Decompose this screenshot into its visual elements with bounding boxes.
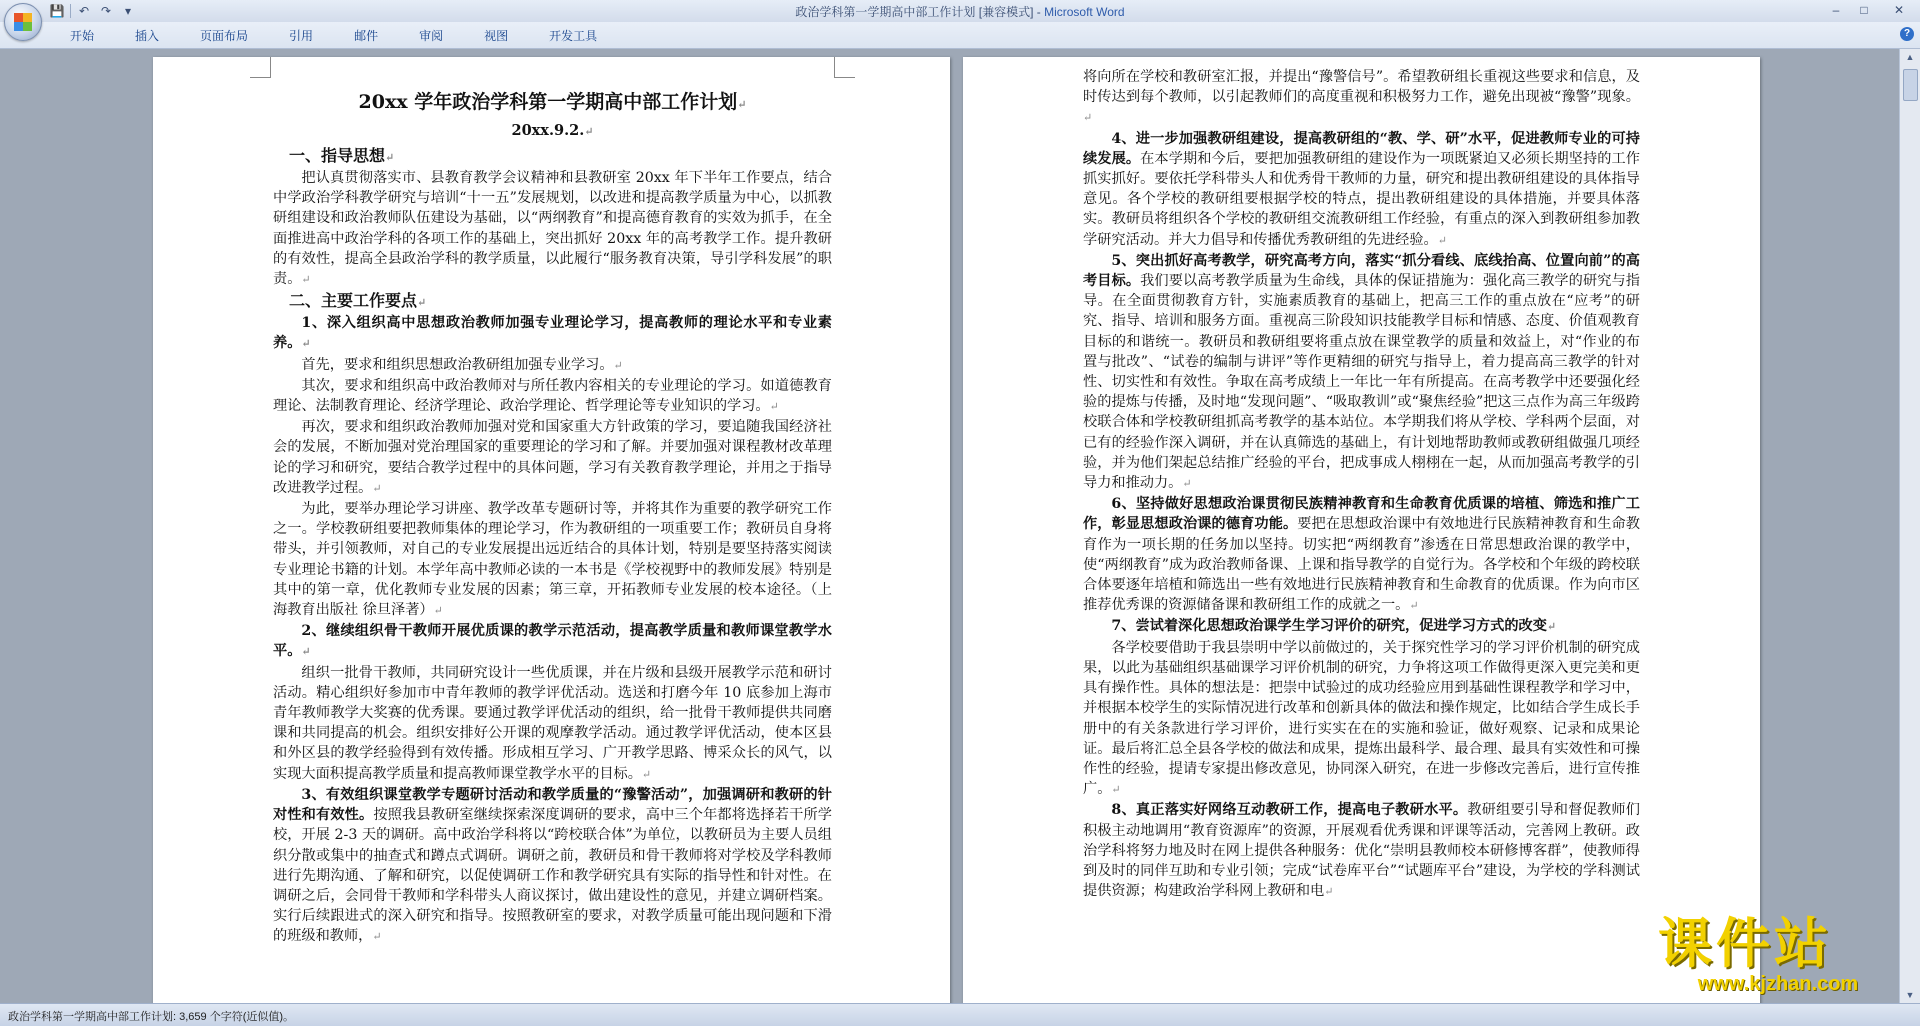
tab-developer[interactable]: 开发工具 xyxy=(549,29,598,43)
paragraph xyxy=(1083,67,1640,129)
paragraph-mark-icon: ↵ xyxy=(1111,783,1121,797)
tab-page-layout[interactable]: 页面布局 xyxy=(200,29,249,43)
close-button[interactable]: ✕ xyxy=(1893,3,1905,17)
paragraph-text: 在本学期和今后，要把加强教研组的建设作为一项既紧迫又必须长期坚持的工作抓实抓好。要依托学科带头人和优秀骨干教师的力量，研究和提出教研组建设的具体指导意见。各个学校的教研组要根据学校的特点，提出教研组建设的具体措施，并要具体落实。教研员将组织各个学校的教研组交流教研组工作经验，有重点的深入到教研组参加教学研究活动。并大力倡导和传播优秀教研组的先进经验。 xyxy=(1083,150,1640,248)
paragraph-mark-icon: ↵ xyxy=(301,645,311,659)
paragraph-text: 7、尝试着深化思想政治课学生学习评价的研究，促进学习方式的改变 xyxy=(1111,618,1547,635)
paragraph xyxy=(273,376,832,417)
paragraph xyxy=(273,290,832,313)
crop-mark xyxy=(834,57,855,78)
tab-insert[interactable]: 插入 xyxy=(135,29,160,43)
paragraph xyxy=(1083,251,1640,494)
paragraph-mark-icon: ↵ xyxy=(641,767,652,781)
paragraph-mark-icon: ↵ xyxy=(769,400,779,414)
title-bar xyxy=(0,0,1920,23)
paragraph-mark-icon: ↵ xyxy=(372,481,382,495)
paragraph-mark-icon: ↵ xyxy=(1437,233,1447,247)
paragraph-text: 首先，要求和组织思想政治教研组加强专业学习。 xyxy=(301,356,614,373)
redo-icon[interactable]: ↷ xyxy=(100,4,112,18)
page-body xyxy=(1083,67,1640,902)
vertical-scrollbar[interactable] xyxy=(1899,49,1920,1003)
document-date-text: 20xx.9.2. xyxy=(511,122,585,139)
paragraph xyxy=(1083,616,1640,637)
paragraph xyxy=(1083,494,1640,616)
paragraph-text: 各学校要借助于我县崇明中学以前做过的，关于探究性学习的学习评价机制的研究成果，以此为基础组织基础课学习评价机制的研究，力争将这项工作做得更深入更完美和更具有操作性。具体的想法是：把崇中试验过的成功经验应用到基础性课程教学和学习中，并根据本校学生的实际情况进行改革和创新具体的做法和操作规定，比如结合学生成长手册中的有关条款进行学习评价，进行实实在在的实施和验证，做好观察、记录和成果论证。最后将汇总全县各学校的做法和成果，提炼出最科学、最合理、最具有实效性和可操作性的经验，提请专家提出修改意见，协同深入研究，在进一步修改完善后，进行宣传推广。 xyxy=(1083,639,1640,798)
paragraph xyxy=(273,621,832,662)
paragraph-text: 一、指导思想 xyxy=(289,146,386,165)
scroll-down-icon[interactable]: ▼ xyxy=(1905,990,1915,1000)
window-controls xyxy=(1822,0,1920,20)
paragraph xyxy=(273,785,832,948)
tab-references[interactable]: 引用 xyxy=(289,29,314,43)
document-heading: 20xx 学年政治学科第一学期高中部工作计划↵ xyxy=(358,91,747,113)
tab-home[interactable]: 开始 xyxy=(70,29,95,43)
paragraph xyxy=(1083,129,1640,251)
paragraph xyxy=(273,417,832,499)
paragraph xyxy=(1083,638,1640,801)
paragraph-mark-icon: ↵ xyxy=(372,930,382,944)
paragraph xyxy=(273,663,832,785)
paragraph-heading: 6、坚持做好思想政治课贯彻民族精神教育和生命教育优质课的培植、筛选和推广工作，彰显思想政治课的德育功能。 xyxy=(1083,496,1640,533)
crop-mark xyxy=(250,57,271,78)
scroll-up-icon[interactable]: ▲ xyxy=(1905,52,1915,62)
document-page-left[interactable] xyxy=(153,57,950,1003)
paragraph xyxy=(273,145,832,168)
paragraph-mark-icon: ↵ xyxy=(1409,599,1419,613)
paragraph-mark-icon: ↵ xyxy=(1182,477,1192,491)
paragraph xyxy=(273,499,832,621)
watermark-url: www.kjzhan.com xyxy=(1697,973,1859,995)
document-date: 20xx.9.2.↵ xyxy=(511,122,594,139)
paragraph-text: 我们要以高考教学质量为生命线，具体的保证措施为：强化高三教学的研究与指导。在全面贯彻教育方针，实施素质教育的基础上，把高三工作的重点放在“应考”的研究、指导、培训和服务方面。重视高三阶段知识技能教学目标和情感、态度、价值观教育目标的和谐统一。教研员和教研组要将重点放在课堂教学的质量和效益上，对“作业的布置与批改”、“试卷的编制与讲评”等作更精细的研究与指导上，着力提高高三教学的针对性、切实性和有效性。争取在高考成绩上一年比一年有所提高。在高考教学中还要强化经验的提炼与传播，及时地“发现问题”、“吸取教训”或“聚焦经验”把这三点作为高三年级跨校联合体和学校教研组抓高考教学的基本站位。本学期我们将从学校、学科两个层面，对已有的经验作深入调研，并在认真筛选的基础上，有计划地帮助教师或教研组做强几项经验，并为他们架起总结推广经验的平台，把成事成人栩栩在一起，从而加强高考教学的引导力和推动力。 xyxy=(1083,273,1640,492)
paragraph-mark-icon: ↵ xyxy=(1324,885,1334,899)
paragraph-mark-icon: ↵ xyxy=(1546,620,1557,634)
document-title-text: 政治学科第一学期高中部工作计划 [兼容模式] - xyxy=(795,5,1045,19)
paragraph-mark-icon: ↵ xyxy=(1083,111,1093,125)
ribbon xyxy=(0,22,1920,49)
paragraph-text: 二、主要工作要点 xyxy=(289,291,418,311)
scroll-thumb[interactable] xyxy=(1903,69,1918,101)
paragraph-text: 为此，要举办理论学习讲座、教学改革专题研讨等，并将其作为重要的教学研究工作之一。学校教研组要把教师集体的理论学习，作为教研组的一项重要工作；教研员自身将带头，并引领教师，对自己的专业发展提出远近结合的具体计划，特别是要坚持落实阅读专业理论书籍的计划。本学年高中教师必读的一本书是《学校视野中的教师发展》特别是其中的第一章，优化教师专业发展的因素；第三章，开拓教师专业发展的校本途径。（上海教育出版社 徐旦泽著） xyxy=(273,501,832,619)
paragraph-mark-icon: ↵ xyxy=(301,337,311,351)
paragraph xyxy=(1083,800,1640,902)
tab-review[interactable]: 审阅 xyxy=(419,29,444,43)
tab-view[interactable]: 视图 xyxy=(484,29,509,43)
paragraph xyxy=(273,355,832,376)
paragraph-mark-icon: ↵ xyxy=(433,604,443,618)
left-page-content xyxy=(273,145,832,948)
tab-mailings[interactable]: 邮件 xyxy=(354,29,379,43)
paragraph-text: 要把在思想政治课中有效地进行民族精神教育和生命教育作为一项长期的任务加以坚持。切实把“两纲教育”渗透在日常思想政治课的教学中，使“两纲教育”成为政治教师备课、上课和指导教学的自觉行为。各学校和个年级的跨校联合体要逐年培植和筛选出一些有效地进行民族精神教育和生命教育的优质课。作为向市区推荐优秀课的资源储备课和教研组工作的成就之一。 xyxy=(1083,516,1640,614)
document-page-right[interactable] xyxy=(963,57,1760,1003)
paragraph-mark-icon: ↵ xyxy=(301,273,311,287)
office-button[interactable] xyxy=(4,3,42,41)
paragraph-text: 教研组要引导和督促教师们积极主动地调用“教育资源库”的资源，开展观看优秀课和评课等活动，完善网上教研。政治学科将努力地及时在网上提供各种服务：优化“崇明县教师校本研修博客群”，使教师得到及时的同伴互助和专业引领；完成“试卷库平台”“试题库平台”建设，为学校的学科测试提供资源；构建政治学科网上教研和电 xyxy=(1083,802,1640,900)
paragraph-text: 组织一批骨干教师，共同研究设计一些优质课，并在片级和县级开展教学示范和研讨活动。精心组织好参加市中青年教师的教学评优活动。选送和打磨今年 10 底参加上海市青年教师教学大奖赛的优秀课。要通过教学评优活动的组织，给一批骨干教师提供共同磨课和共同提高的机会。组织安排好公开课的观摩教学活动。通过教学评优活动，使本区县和外区县的教学经验得到有效传播。形成相互学习、广开教学思路、博采众长的风气，以实现大面积提高教学质量和提高教师课堂教学水平的目标。 xyxy=(273,664,832,782)
customize-qat-icon[interactable]: ▾ xyxy=(124,4,132,18)
paragraph-text: 将向所在学校和教研室汇报，并提出“豫警信号”。希望教研组长重视这些要求和信息，及时传达到每个教师，以引起教师们的高度重视和积极努力工作，避免出现被“豫警”现象。 xyxy=(1083,69,1640,106)
paragraph-text: 2、继续组织骨干教师开展优质课的教学示范活动，提高教学质量和教师课堂教学水平。 xyxy=(273,623,832,660)
status-bar xyxy=(0,1003,1920,1026)
app-name: Microsoft Word xyxy=(1044,5,1125,19)
window-title xyxy=(0,3,1920,20)
minimize-button[interactable]: – xyxy=(1832,3,1840,17)
paragraph-text: 再次，要求和组织政治教师加强对党和国家重大方针政策的学习，要追随我国经济社会的发展，不断加强对党治理国家的重要理论的学习和了解。并要加强对课程教材改革理论的学习和研究，要结合教学过程中的具体问题，学习有关教育教学理论，并用之于指导改进教学过程。 xyxy=(273,419,832,496)
paragraph-heading: 3、有效组织课堂教学专题研讨活动和教学质量的“豫警活动”，加强调研和教研的针对性和有效性。 xyxy=(273,786,832,824)
paragraph-mark-icon: ↵ xyxy=(613,358,623,372)
paragraph-text: 其次，要求和组织高中政治教师对与所任教内容相关的专业理论的学习。如道德教育理论、法制教育理论、经济学理论、政治学理论、哲学理论等专业知识的学习。 xyxy=(273,377,832,415)
paragraph-heading: 8、真正落实好网络互动教研工作，提高电子教研水平。 xyxy=(1111,802,1468,819)
right-page-content xyxy=(1083,67,1640,902)
maximize-button[interactable]: □ xyxy=(1860,3,1868,17)
paragraph-mark-icon: ↵ xyxy=(385,151,395,164)
paragraph-text: 按照我县教研室继续探索深度调研的要求，高中三个年都将选择若干所学校，开展 2-3 天的调研。高中政治学科将以“跨校联合体”为单位，以教研员为主要人员组织分散或集中的抽查式和蹲点式调研。调研之前，教研员和骨干教师将对学校及学科教师进行先期沟通、了解和研究，以促使调研工作和教学研究具有实际的指导性和针对性。在调研之后，会同骨干教师和学科带头人商议探讨，做出建设性的意见，并建立调研档案。实行后续跟进式的深入研究和指导。按照教研室的要求，对教学质量可能出现问题和下滑的班级和教师， xyxy=(273,807,832,945)
status-text: 政治学科第一学期高中部工作计划: 3,659 个字符(近似值)。 xyxy=(8,1011,295,1023)
ribbon-tabs xyxy=(58,27,626,45)
paragraph xyxy=(273,168,832,290)
watermark-text: 课件站 xyxy=(1658,912,1832,975)
document-area[interactable] xyxy=(0,49,1900,1003)
paragraph-mark-icon: ↵ xyxy=(417,296,427,310)
paragraph-heading: 5、突出抓好高考教学，研究高考方向，落实“抓分看线、底线抬高、位置向前”的高考目标。 xyxy=(1083,252,1640,290)
page-body xyxy=(273,87,832,948)
paragraph-text: 1、深入组织高中思想政治教师加强专业理论学习，提高教师的理论水平和专业素养。 xyxy=(273,315,832,352)
office-logo-icon xyxy=(14,13,32,31)
save-icon[interactable]: 💾 xyxy=(49,4,65,18)
paragraph-heading: 4、进一步加强教研组建设，提高教研组的“教、学、研”水平，促进教师专业的可持续发展。 xyxy=(1083,130,1640,167)
paragraph-text: 把认真贯彻落实市、县教育教学会议精神和县教研室 20xx 年下半年工作要点，结合中学政治学科教学研究与培训“十一五”发展规划，以改进和提高教学质量为中心，以抓教研组建设和政治教师队伍建设为基础，以“两纲教育”和提高德育教育的实效为抓手，在全面推进高中政治学科的各项工作的基础上，突出抓好 20xx 年的高考教学工作。提升教研的有效性，提高全县政治学科的教学质量，以此履行“服务教育决策，导引学科发展”的职责。 xyxy=(273,170,832,288)
undo-icon[interactable]: ↶ xyxy=(78,4,90,18)
document-heading-text: 20xx 学年政治学科第一学期高中部工作计划 xyxy=(358,91,738,113)
watermark-logo xyxy=(1658,912,1898,1001)
help-icon[interactable]: ? xyxy=(1900,27,1914,41)
paragraph xyxy=(273,313,832,354)
